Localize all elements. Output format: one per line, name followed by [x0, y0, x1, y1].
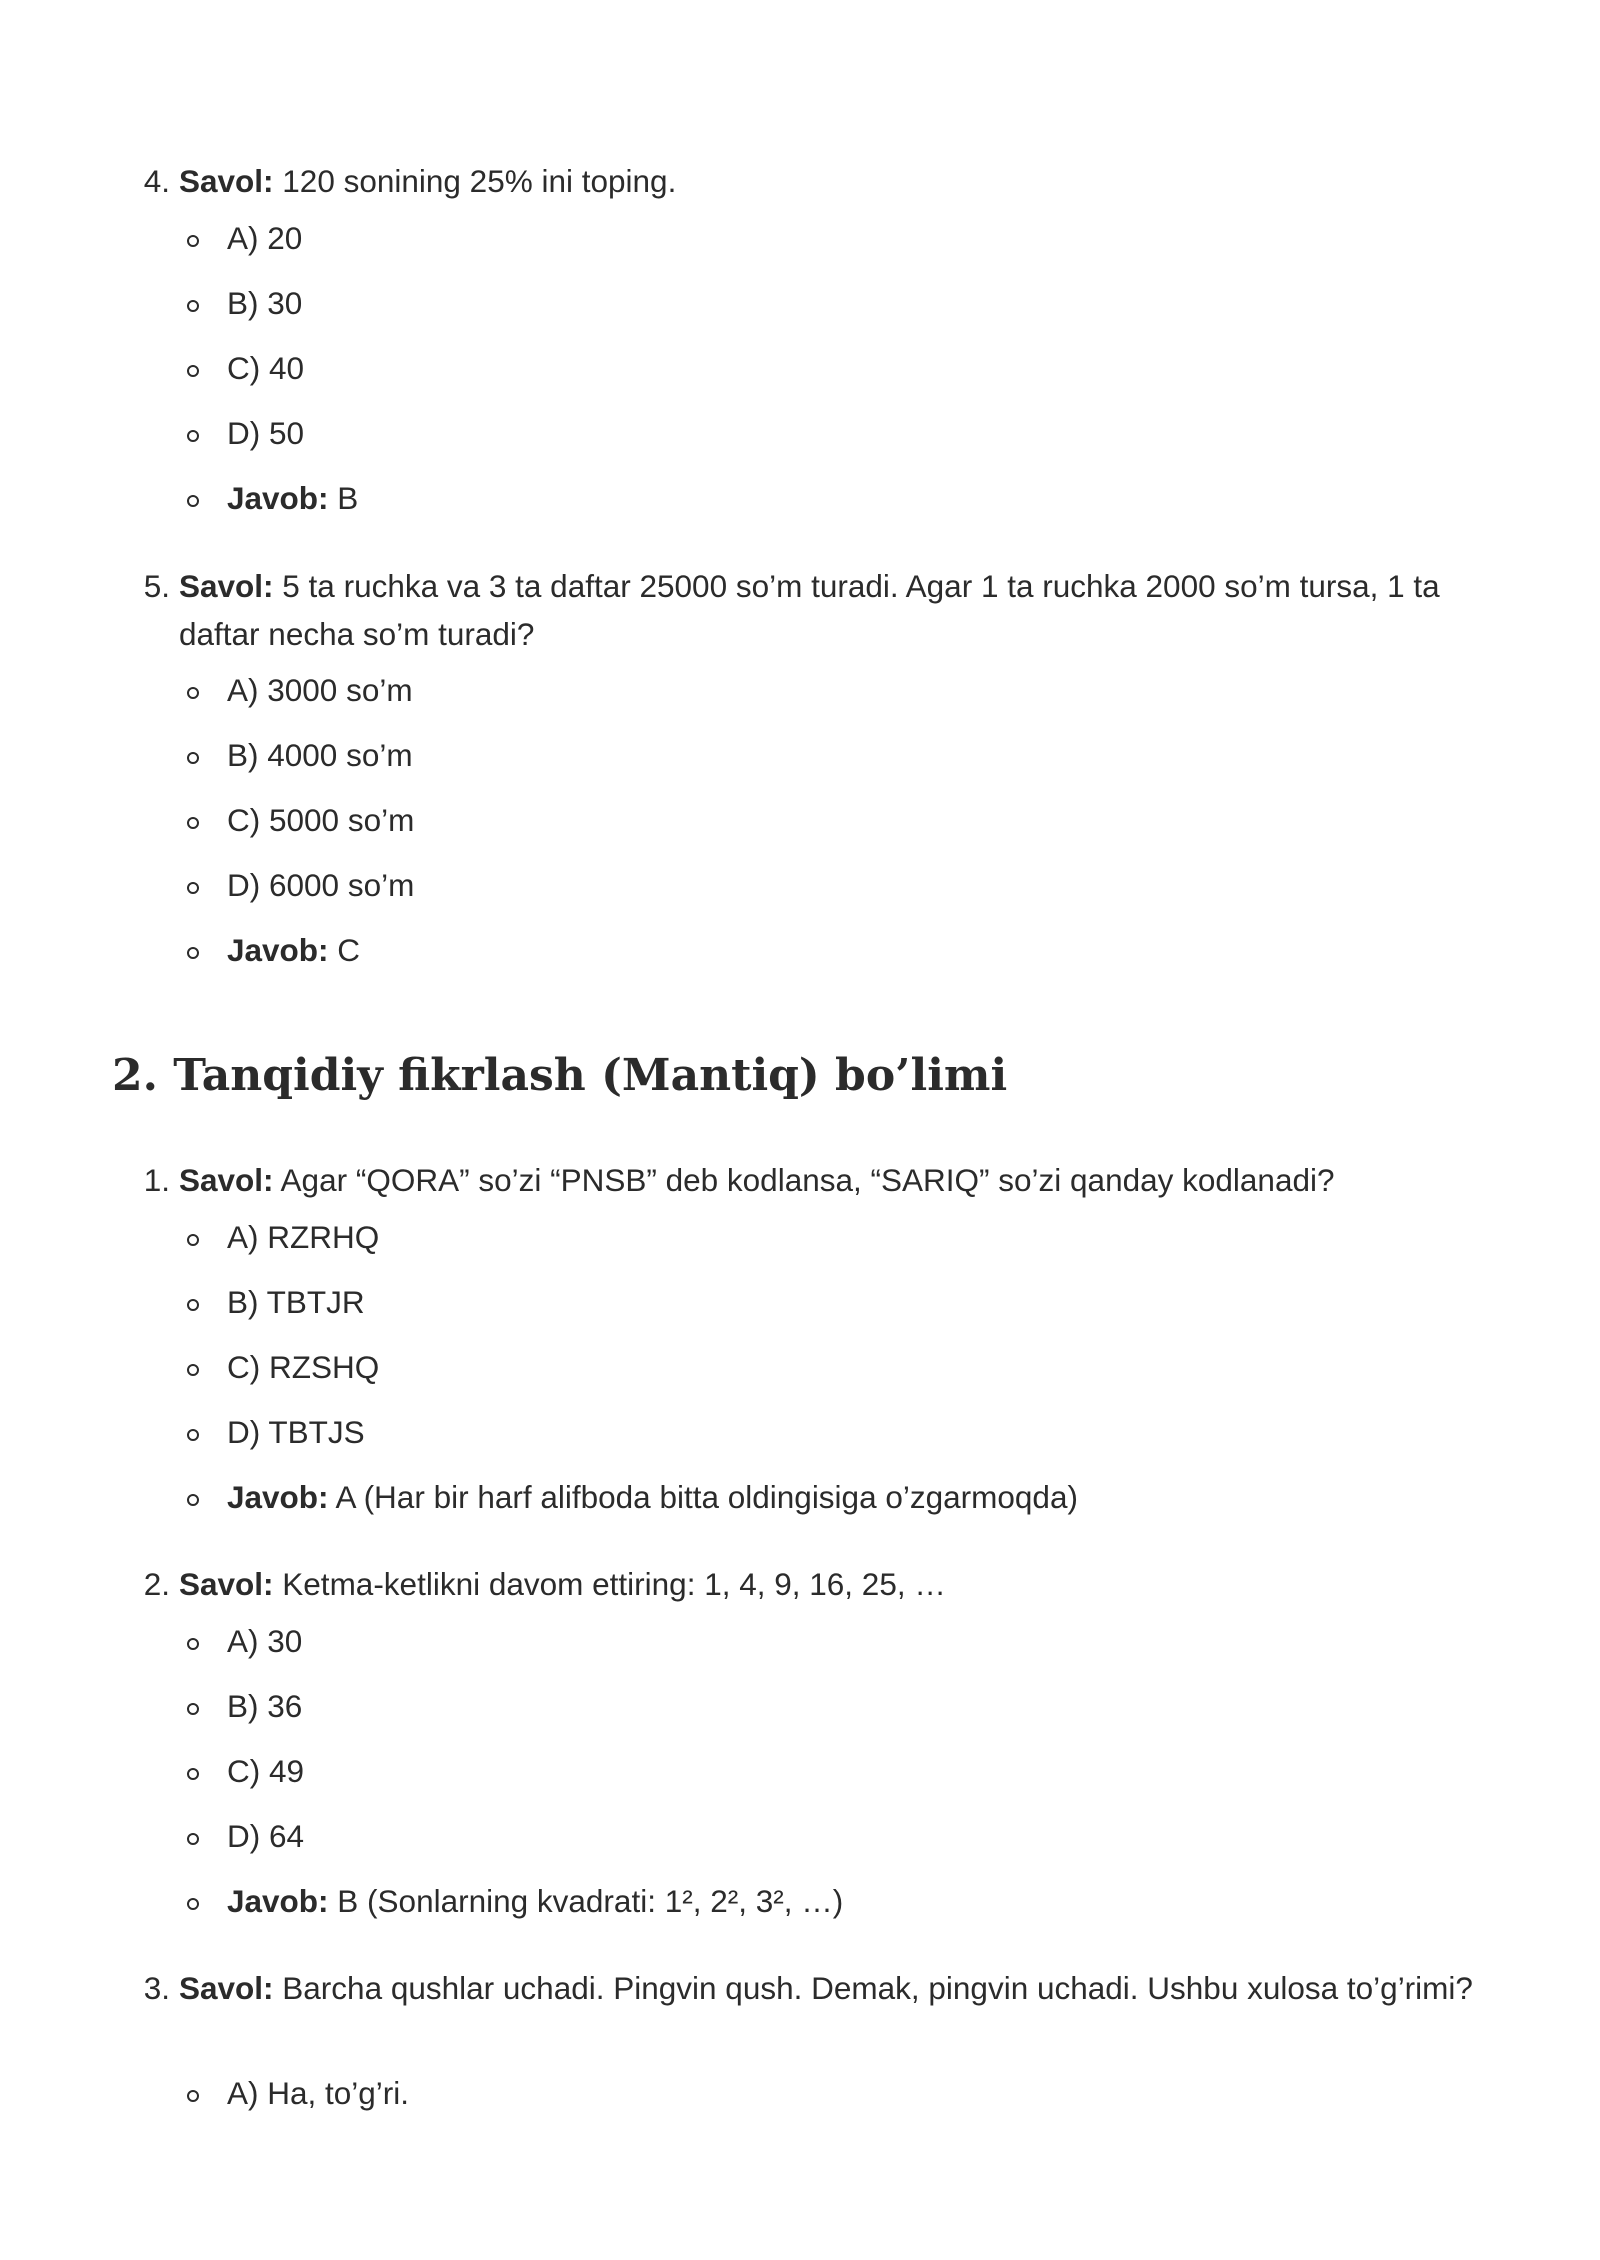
option-text: A) Ha, to’g’ri.	[227, 2075, 410, 2111]
question-text: Ketma-ketlikni davom ettiring: 1, 4, 9, 16, 25, …	[273, 1566, 946, 1602]
javob-label: Javob:	[227, 1479, 329, 1515]
option-text: A) 20	[227, 220, 303, 256]
savol-label: Savol:	[179, 163, 274, 199]
option-text: B) 4000 so’m	[227, 737, 413, 773]
option-text: A) RZRHQ	[227, 1219, 380, 1255]
answer-text: A (Har bir harf alifboda bitta oldingisiga o’zgarmoqda)	[328, 1479, 1078, 1515]
circle-bullet-icon	[187, 1299, 199, 1311]
question-text: Barcha qushlar uchadi. Pingvin qush. Demak, pingvin uchadi. Ushbu xulosa to’g’rimi?	[273, 1970, 1473, 2006]
option-text: C) RZSHQ	[227, 1349, 380, 1385]
section-heading: 2. Tanqidiy fikrlash (Mantiq) bo’limi	[112, 1050, 1008, 1101]
circle-bullet-icon	[187, 947, 199, 959]
question-text: Agar “QORA” so’zi “PNSB” deb kodlansa, “SARIQ” so’zi qanday kodlanadi?	[273, 1162, 1335, 1198]
option-text: C) 40	[227, 350, 305, 386]
circle-bullet-icon	[187, 1234, 199, 1246]
savol-label: Savol:	[179, 568, 274, 604]
question-number: 5.	[143, 568, 170, 604]
javob-label: Javob:	[227, 1883, 329, 1919]
question-4	[130, 157, 1490, 205]
question-3	[130, 1964, 1490, 2012]
circle-bullet-icon	[187, 235, 199, 247]
circle-bullet-icon	[187, 495, 199, 507]
circle-bullet-icon	[187, 687, 199, 699]
question-5	[130, 562, 1490, 658]
circle-bullet-icon	[187, 1494, 199, 1506]
question-2	[130, 1560, 1490, 1608]
circle-bullet-icon	[187, 300, 199, 312]
option-text: A) 30	[227, 1623, 303, 1659]
option-text: D) 64	[227, 1818, 305, 1854]
option-text: C) 5000 so’m	[227, 802, 415, 838]
circle-bullet-icon	[187, 1898, 199, 1910]
circle-bullet-icon	[187, 1364, 199, 1376]
circle-bullet-icon	[187, 752, 199, 764]
savol-label: Savol:	[179, 1162, 274, 1198]
question-number: 3.	[143, 1970, 170, 2006]
question-number: 2.	[143, 1566, 170, 1602]
option-text: C) 49	[227, 1753, 305, 1789]
option-text: B) TBTJR	[227, 1284, 365, 1320]
circle-bullet-icon	[187, 1429, 199, 1441]
option-text: D) TBTJS	[227, 1414, 365, 1450]
circle-bullet-icon	[187, 882, 199, 894]
circle-bullet-icon	[187, 1768, 199, 1780]
option-text: D) 6000 so’m	[227, 867, 415, 903]
option-text: B) 30	[227, 285, 303, 321]
question-number: 1.	[143, 1162, 170, 1198]
javob-label: Javob:	[227, 480, 329, 516]
circle-bullet-icon	[187, 2090, 199, 2102]
javob-label: Javob:	[227, 932, 329, 968]
circle-bullet-icon	[187, 1833, 199, 1845]
question-1	[130, 1156, 1490, 1204]
question-text: 5 ta ruchka va 3 ta daftar 25000 so’m turadi. Agar 1 ta ruchka 2000 so’m tursa, 1 ta daftar necha so’m turadi?	[179, 568, 1440, 652]
question-number: 4.	[143, 163, 170, 199]
savol-label: Savol:	[179, 1970, 274, 2006]
answer-text: B (Sonlarning kvadrati: 1², 2², 3², …)	[328, 1883, 844, 1919]
option-text: B) 36	[227, 1688, 303, 1724]
option-text: D) 50	[227, 415, 305, 451]
answer-text: C	[328, 932, 361, 968]
circle-bullet-icon	[187, 817, 199, 829]
question-text: 120 sonining 25% ini toping.	[273, 163, 677, 199]
savol-label: Savol:	[179, 1566, 274, 1602]
circle-bullet-icon	[187, 1638, 199, 1650]
answer-text: B	[328, 480, 359, 516]
circle-bullet-icon	[187, 365, 199, 377]
option-text: A) 3000 so’m	[227, 672, 413, 708]
circle-bullet-icon	[187, 430, 199, 442]
circle-bullet-icon	[187, 1703, 199, 1715]
